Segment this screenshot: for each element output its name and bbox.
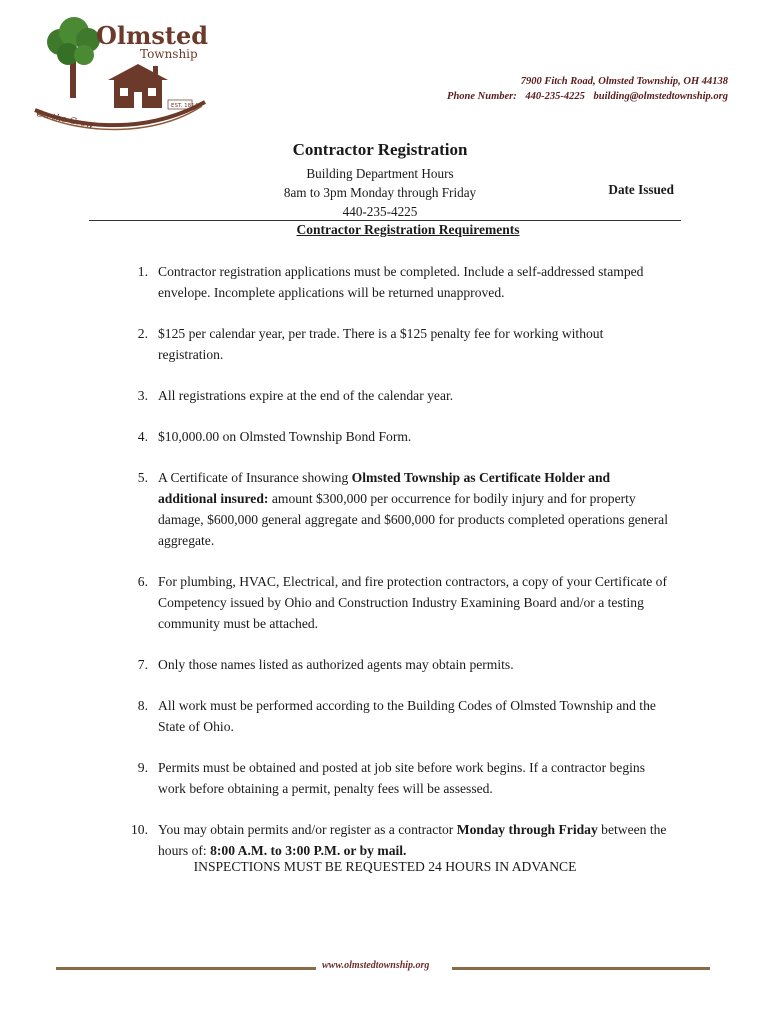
inspection-notice: INSPECTIONS MUST BE REQUESTED 24 HOURS IN ADVANCE <box>193 859 577 874</box>
requirement-number: 1. <box>137 264 148 279</box>
dept-phone: 440-235-4225 <box>342 204 418 219</box>
requirement-bold-text: 8:00 A.M. to 3:00 P.M. or by mail. <box>210 843 407 858</box>
requirement-number: 8. <box>137 698 148 713</box>
contact-info <box>447 74 728 104</box>
requirement-item <box>0 819 668 861</box>
footer-url[interactable]: www.olmstedtownship.org <box>322 960 430 971</box>
requirement-item <box>0 757 668 799</box>
date-issued-label: Date Issued <box>608 182 674 197</box>
requirement-number: 9. <box>137 760 148 775</box>
requirement-text: You may obtain permits and/or register as a contractor <box>158 822 457 837</box>
requirement-text: Permits must be obtained and posted at job site before work begins. If a contractor begins work before obtaining a permit, penalty fees will be assessed. <box>158 760 645 796</box>
hours-text: 8am to 3pm Monday through Friday <box>283 185 477 200</box>
divider <box>89 220 681 221</box>
requirement-text: A Certificate of Insurance showing <box>158 470 352 485</box>
page-title: Contractor Registration <box>292 140 468 159</box>
requirement-text: Contractor registration applications must be completed. Include a self-addressed stamped envelope. Incomplete applications will be returned unapproved. <box>158 264 644 300</box>
requirement-number: 10. <box>131 822 148 837</box>
requirement-item <box>0 467 668 551</box>
requirement-item <box>0 385 668 406</box>
requirement-text: Only those names listed as authorized agents may obtain permits. <box>158 657 514 672</box>
logo-graphic <box>30 10 215 150</box>
requirement-number: 2. <box>137 326 148 341</box>
requirement-item <box>0 571 668 634</box>
dept-hours-label: Building Department Hours <box>306 166 454 181</box>
requirements-list <box>0 261 770 881</box>
olmsted-township-logo <box>30 10 215 150</box>
requirement-number: 6. <box>137 574 148 589</box>
footer-rule-left <box>56 967 316 970</box>
phone-email-line <box>447 89 728 104</box>
requirement-item <box>0 323 668 365</box>
requirement-bold-text: Monday through Friday <box>456 822 598 837</box>
requirement-text: $10,000.00 on Olmsted Township Bond Form. <box>158 429 412 444</box>
phone-number: 440-235-4225 <box>525 91 585 102</box>
requirement-number: 7. <box>137 657 148 672</box>
requirement-number: 5. <box>137 470 148 485</box>
logo-sub: Township <box>140 47 198 61</box>
footer-rule-right <box>452 967 710 970</box>
requirement-number: 3. <box>137 388 148 403</box>
requirement-text: All work must be performed according to the Building Codes of Olmsted Township and the State of Ohio. <box>158 698 656 734</box>
logo-tagline: On the Grow <box>35 109 95 132</box>
est-text: EST. 1814 <box>171 103 199 109</box>
requirement-text: amount $300,000 per occurrence for bodily injury and for property damage, $600,000 general aggregate and $600,000 for products completed operations general aggregate. <box>158 491 668 548</box>
requirement-text: between the hours of: <box>158 822 667 858</box>
address: 7900 Fitch Road, Olmsted Township, OH 44138 <box>520 76 728 87</box>
requirement-text: For plumbing, HVAC, Electrical, and fire protection contractors, a copy of your Certificate of Competency issued by Ohio and Construction Industry Examining Board and/or a testing community must be attached. <box>158 574 667 631</box>
requirement-item <box>0 426 668 447</box>
logo-name: Olmsted <box>96 21 209 50</box>
phone-label: Phone Number: <box>447 91 517 102</box>
requirement-item <box>0 695 668 737</box>
requirement-bold-text: Olmsted Township as Certificate Holder and additional insured: <box>158 470 611 506</box>
requirement-item <box>0 261 668 303</box>
email-link[interactable]: building@olmstedtownship.org <box>593 91 728 102</box>
requirement-number: 4. <box>137 429 148 444</box>
requirement-text: $125 per calendar year, per trade. There is a $125 penalty fee for working without registration. <box>158 326 604 362</box>
requirements-title: Contractor Registration Requirements <box>296 222 520 237</box>
requirement-item <box>0 654 668 675</box>
requirement-text: All registrations expire at the end of the calendar year. <box>158 388 454 403</box>
